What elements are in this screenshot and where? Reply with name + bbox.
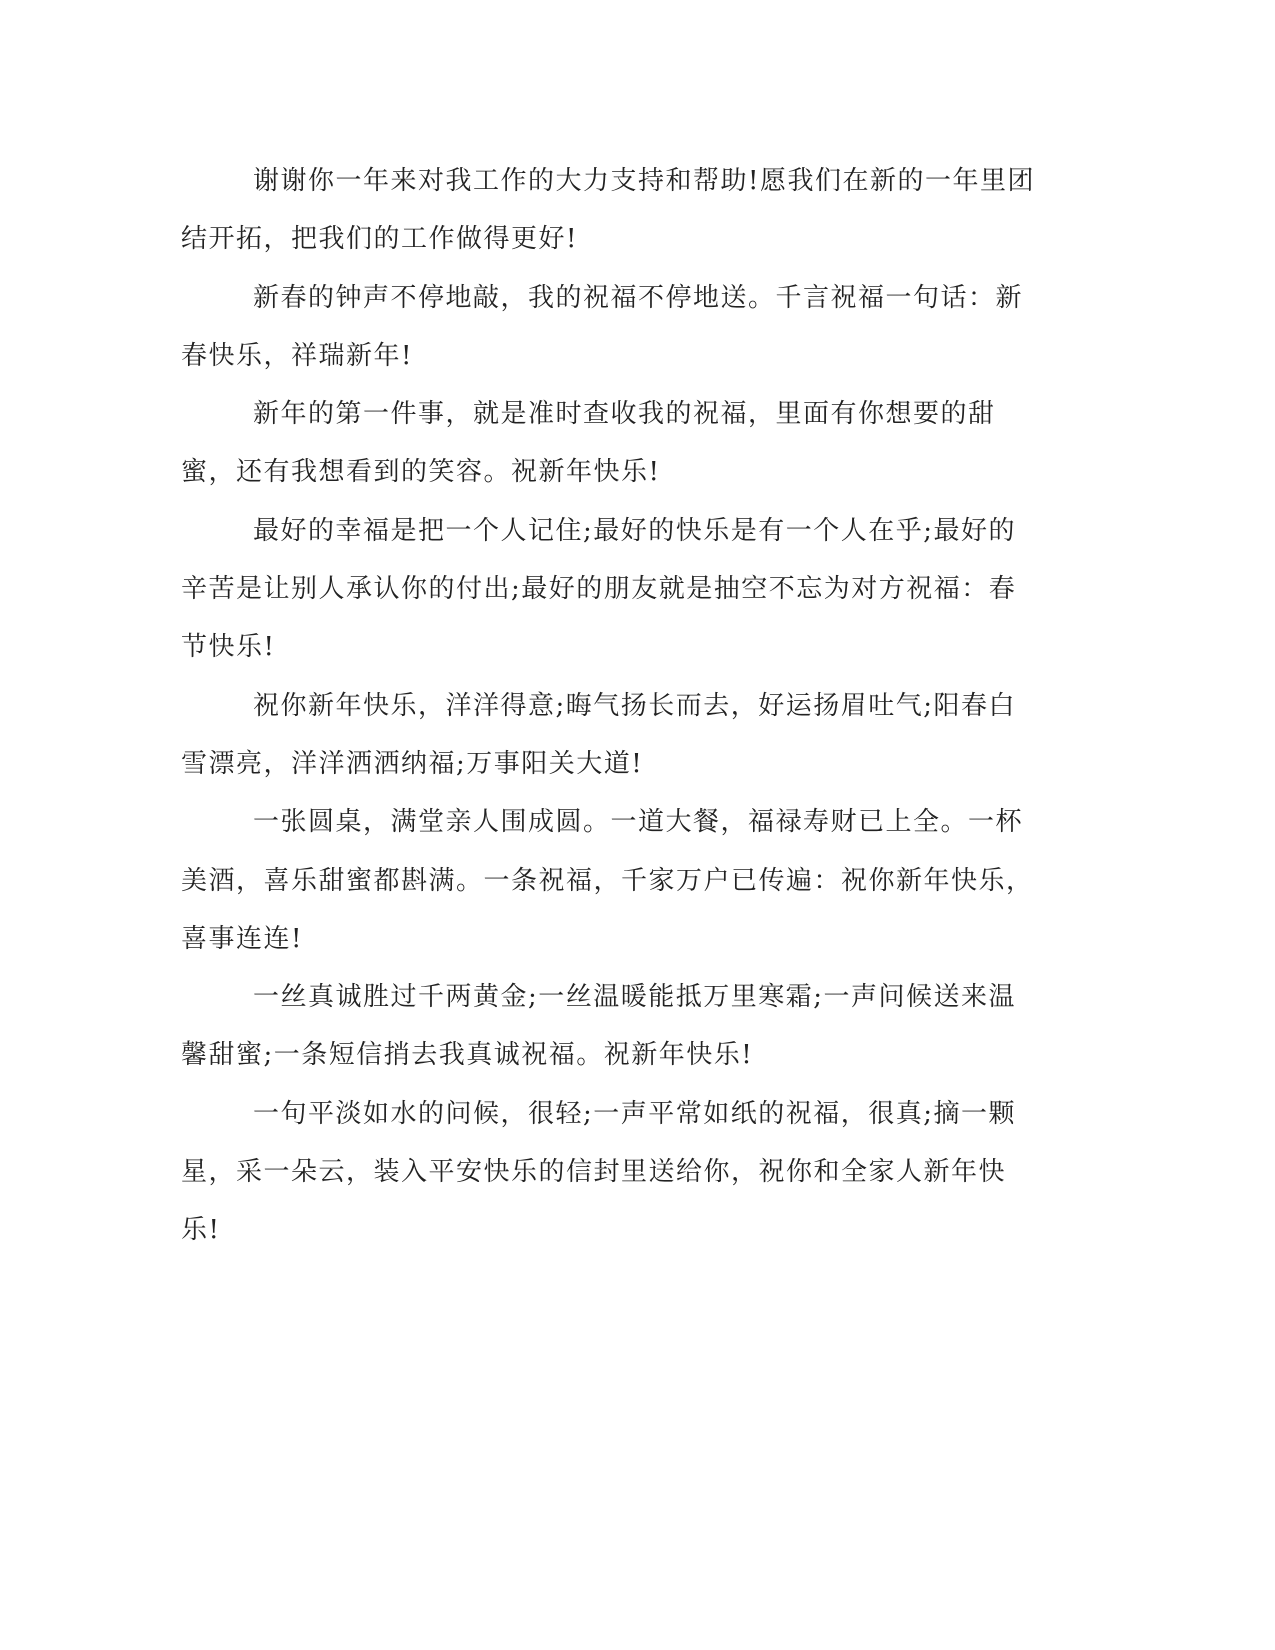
paragraph: 新春的钟声不停地敲，我的祝福不停地送。千言祝福一句话：新春快乐，祥瑞新年!	[181, 282, 1024, 371]
paragraph: 一丝真诚胜过千两黄金;一丝温暖能抵万里寒霜;一声问候送来温馨甜蜜;一条短信捎去我真诚祝福。祝新年快乐!	[181, 982, 1017, 1071]
paragraph: 一张圆桌，满堂亲人围成圆。一道大餐，福禄寿财已上全。一杯美酒，喜乐甜蜜都斟满。一条祝福，千家万户已传遍：祝你新年快乐，喜事连连!	[181, 807, 1034, 954]
paragraph: 新年的第一件事，就是准时查收我的祝福，里面有你想要的甜蜜，还有我想看到的笑容。祝新年快乐!	[181, 399, 996, 488]
paragraph: 祝你新年快乐，洋洋得意;晦气扬长而去，好运扬眉吐气;阳春白雪漂亮，洋洋洒洒纳福;万事阳关大道!	[181, 690, 1017, 779]
document-body	[181, 152, 1041, 1260]
paragraph: 一句平淡如水的问候，很轻;一声平常如纸的祝福，很真;摘一颗星，采一朵云，装入平安快乐的信封里送给你，祝你和全家人新年快乐!	[181, 1098, 1017, 1246]
paragraph: 谢谢你一年来对我工作的大力支持和帮助!愿我们在新的一年里团结开拓，把我们的工作做得更好!	[181, 166, 1035, 255]
paragraph: 最好的幸福是把一个人记住;最好的快乐是有一个人在乎;最好的辛苦是让别人承认你的付出;最好的朋友就是抽空不忘为对方祝福：春节快乐!	[181, 515, 1017, 663]
